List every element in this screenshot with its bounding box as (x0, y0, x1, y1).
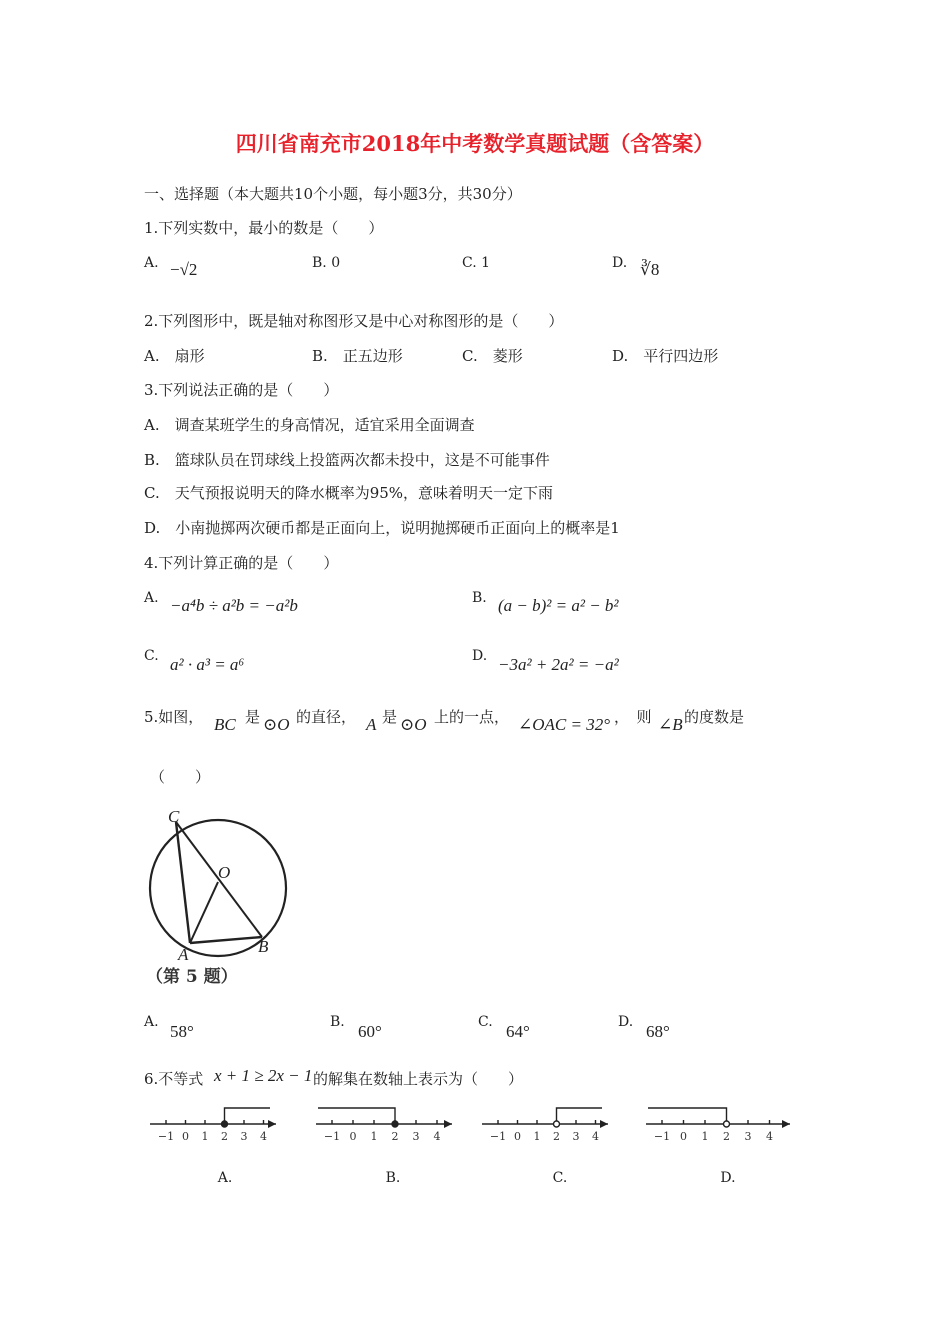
q5-option-d-label: D. (618, 1014, 634, 1030)
axis-arrow-icon (600, 1120, 608, 1128)
q1-option-a-label: A. (144, 255, 159, 271)
tick-label: 3 (572, 1130, 580, 1143)
q5-option-b-label: B. (330, 1014, 345, 1030)
q5-circle-figure (140, 800, 300, 990)
q5-angle-oac: ∠OAC = 32° (518, 715, 611, 734)
q2-option-d: D. 平行四边形 (612, 347, 719, 365)
tick-label: −1 (323, 1130, 341, 1143)
q5-then: ， 则 (614, 708, 652, 726)
tick-label: 0 (514, 1130, 521, 1143)
tick-label: 4 (766, 1130, 773, 1143)
q3-option-a: A. 调查某班学生的身高情况，适宜采用全面调查 (144, 416, 475, 434)
q5-circle-o-1: ⊙O (263, 715, 290, 734)
q5-circle-o-2: ⊙O (400, 715, 427, 734)
closed-point (222, 1121, 228, 1127)
q4-option-a-label: A. (144, 590, 159, 606)
tick-label: 2 (391, 1130, 399, 1143)
solution-ray (648, 1108, 727, 1121)
tick-label: 1 (533, 1130, 541, 1143)
question-3-stem: 3.下列说法正确的是（ ） (144, 381, 339, 399)
q5-tail: 的度数是 (684, 708, 745, 726)
section-heading: 一、选择题（本大题共10个小题，每小题3分，共30分） (144, 185, 522, 203)
tick-label: 4 (260, 1130, 267, 1143)
solution-ray (557, 1108, 603, 1121)
q4-option-c-label: C. (144, 648, 159, 664)
tick-label: 3 (240, 1130, 248, 1143)
label-a: A (178, 945, 189, 964)
option-label: D. (720, 1170, 736, 1186)
q1-option-a-value: −√2 (170, 260, 198, 279)
question-2-stem: 2.下列图形中，既是轴对称图形又是中心对称图形的是（ ） (144, 312, 564, 330)
segment-ca (176, 822, 190, 943)
q5-is-2: 是 (382, 708, 398, 726)
q5-option-a-value: 58° (170, 1022, 194, 1041)
q5-stem-prefix: 5.如图， (144, 708, 204, 726)
q4-option-b-label: B. (472, 590, 487, 606)
tick-label: 4 (592, 1130, 599, 1143)
tick-label: 2 (553, 1130, 560, 1143)
tick-label: −1 (489, 1130, 507, 1143)
q6-number-lines (140, 1098, 810, 1188)
q6-inequality: x + 1 ≥ 2x − 1 (214, 1066, 313, 1085)
tick-label: 0 (680, 1130, 687, 1143)
label-c: C (168, 807, 180, 826)
q5-point-a: A (366, 715, 377, 734)
axis-arrow-icon (444, 1120, 452, 1128)
label-o: O (218, 863, 231, 882)
q4-option-d-label: D. (472, 648, 488, 664)
tick-label: −1 (653, 1130, 671, 1143)
q3-option-b: B. 篮球队员在罚球线上投篮两次都未投中，这是不可能事件 (144, 451, 550, 469)
q4-option-a-value: −a⁴b ÷ a²b = −a²b (170, 596, 298, 615)
solution-ray (318, 1108, 395, 1121)
segment-ao (190, 882, 218, 943)
page-title: 四川省南充市2018年中考数学真题试题（含答案） (235, 131, 715, 156)
tick-label: 0 (182, 1130, 189, 1143)
q6-stem-suffix: 的解集在数轴上表示为（ ） (313, 1070, 524, 1088)
q6-stem-prefix: 6.不等式 (144, 1070, 204, 1088)
tick-label: 1 (201, 1130, 209, 1143)
q2-option-c: C. 菱形 (462, 347, 523, 365)
q5-diameter-text: 的直径， (296, 708, 357, 726)
question-1-stem: 1.下列实数中，最小的数是（ ） (144, 219, 384, 237)
tick-label: 1 (701, 1130, 709, 1143)
q2-option-a: A. 扇形 (144, 347, 205, 365)
q1-option-b: B. 0 (312, 255, 341, 271)
option-label: B. (385, 1170, 401, 1186)
q5-answer-paren: （ ） (150, 768, 211, 786)
q1-option-d-value: ∛8 (640, 260, 660, 279)
q1-option-d-label: D. (612, 255, 628, 271)
q5-option-d-value: 68° (646, 1022, 670, 1041)
axis-arrow-icon (268, 1120, 276, 1128)
q5-bc: BC (214, 715, 236, 734)
option-label: A. (217, 1170, 233, 1186)
figure-caption: （第 5 题） (146, 967, 238, 987)
solution-ray (225, 1108, 271, 1121)
q4-option-b-value: (a − b)² = a² − b² (498, 596, 619, 615)
q5-option-b-value: 60° (358, 1022, 382, 1041)
tick-label: 1 (370, 1130, 378, 1143)
q5-option-c-value: 64° (506, 1022, 530, 1041)
segment-ab (190, 937, 262, 943)
q5-onepoint-text: 上的一点， (434, 708, 510, 726)
q2-option-b: B. 正五边形 (312, 347, 403, 365)
q5-angle-b: ∠B (658, 715, 683, 734)
q5-option-c-label: C. (478, 1014, 493, 1030)
q5-is-1: 是 (245, 708, 261, 726)
open-point (554, 1121, 560, 1127)
tick-label: 3 (744, 1130, 752, 1143)
circle-o (150, 820, 286, 956)
q5-option-a-label: A. (144, 1014, 159, 1030)
tick-label: 0 (349, 1130, 357, 1143)
q3-option-c: C. 天气预报说明天的降水概率为95%，意味着明天一定下雨 (144, 484, 554, 502)
q1-option-c: C. 1 (462, 255, 491, 271)
label-b: B (258, 937, 269, 956)
tick-label: −1 (157, 1130, 175, 1143)
question-4-stem: 4.下列计算正确的是（ ） (144, 554, 339, 572)
tick-label: 4 (433, 1130, 441, 1143)
tick-label: 3 (412, 1130, 420, 1143)
open-point (724, 1121, 730, 1127)
axis-arrow-icon (782, 1120, 790, 1128)
tick-label: 2 (723, 1130, 730, 1143)
closed-point (392, 1121, 398, 1127)
tick-label: 2 (221, 1130, 228, 1143)
q3-option-d: D. 小南抛掷两次硬币都是正面向上，说明抛掷硬币正面向上的概率是1 (144, 519, 620, 537)
q4-option-d-value: −3a² + 2a² = −a² (498, 655, 619, 674)
q4-option-c-value: a² · a³ = a⁶ (170, 655, 245, 674)
option-label: C. (552, 1170, 568, 1186)
